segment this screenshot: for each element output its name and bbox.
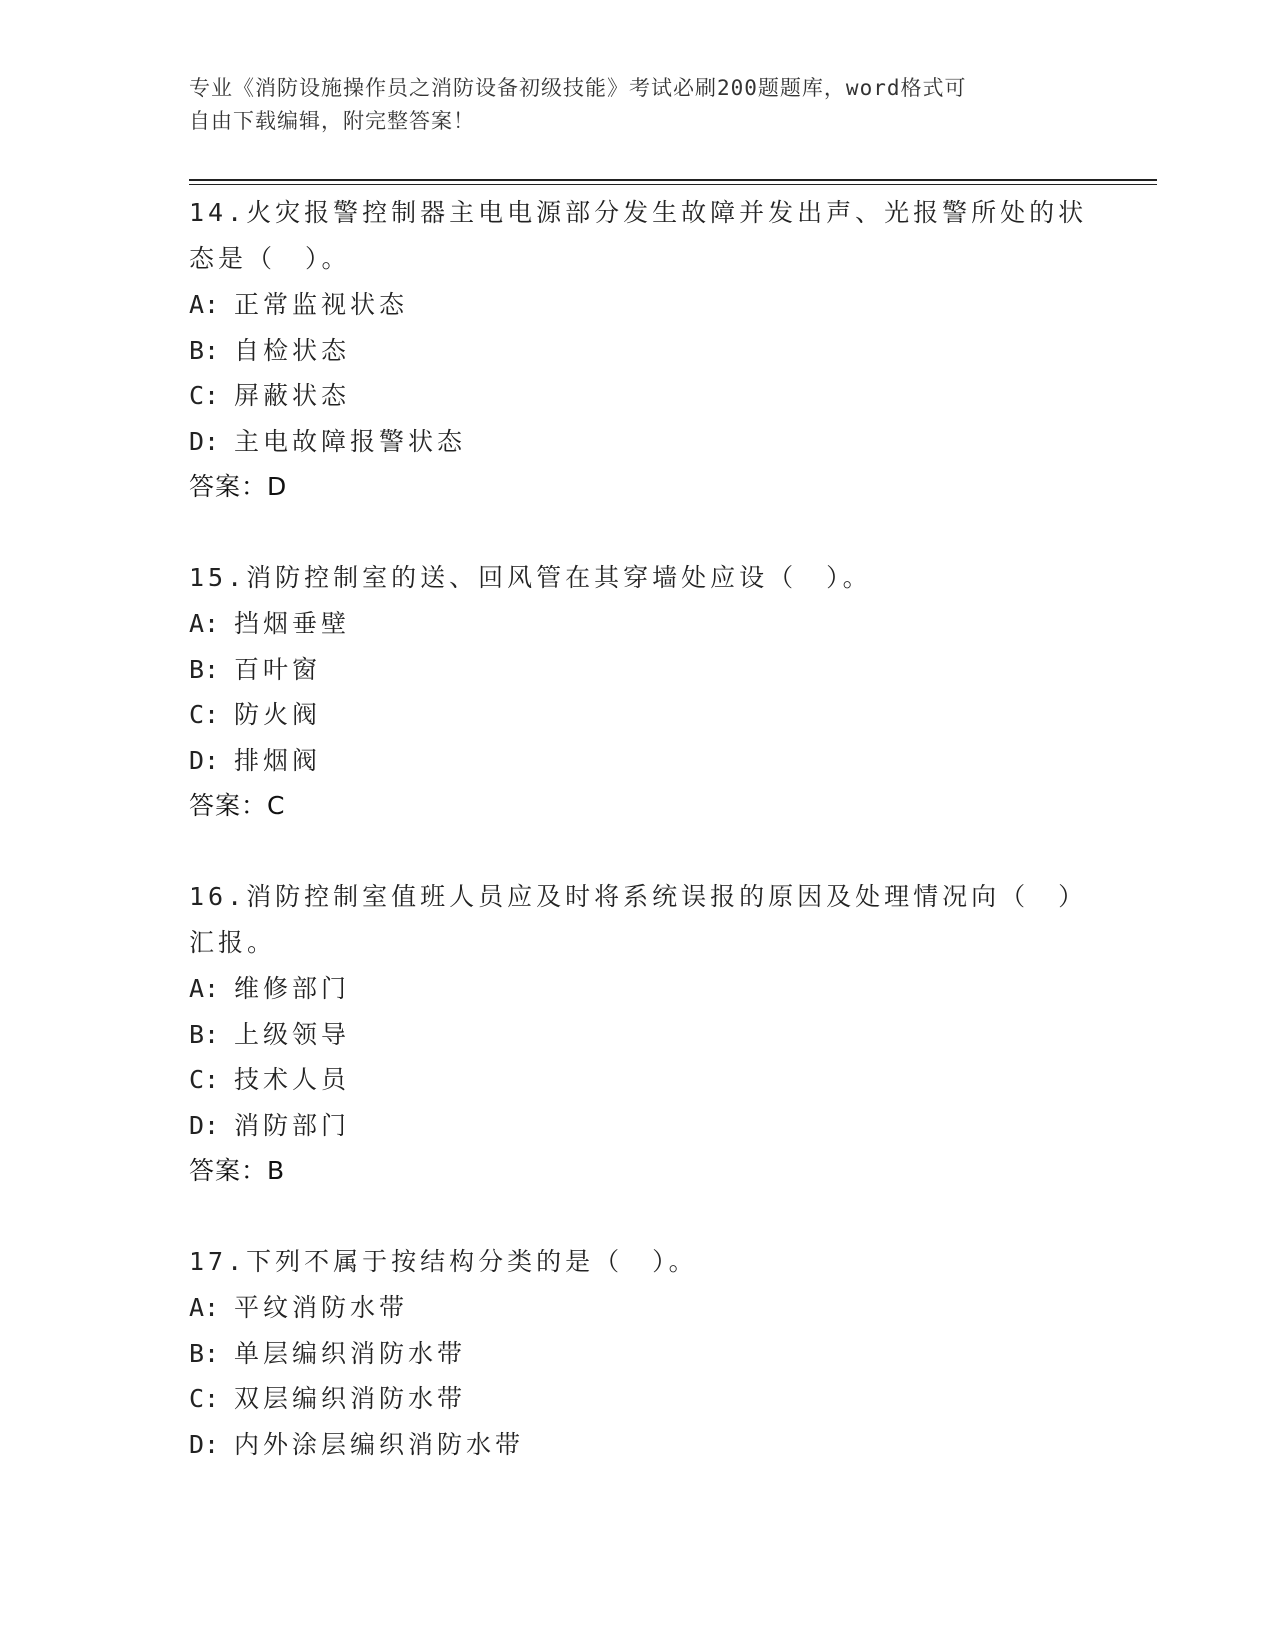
question-17	[189, 1239, 1089, 1467]
option-text: 维修部门	[234, 974, 351, 1003]
option-key: D:	[189, 745, 220, 775]
option-text: 排烟阀	[234, 745, 322, 775]
option-key: B:	[189, 335, 220, 365]
option-b	[189, 1012, 1089, 1058]
header-divider-thin	[189, 184, 1157, 185]
answer: 答案：D	[189, 472, 288, 501]
option-text: 主电故障报警状态	[234, 426, 467, 456]
option-key: B:	[189, 1019, 220, 1049]
option-c	[189, 373, 1089, 419]
question-text-cont: 汇报。	[189, 928, 277, 957]
option-c	[189, 1376, 1089, 1422]
question-text-cont: 态是（ ）。	[189, 244, 351, 273]
option-key: C:	[189, 1065, 220, 1094]
option-key: C:	[189, 700, 220, 729]
option-text: 防火阀	[234, 700, 322, 729]
option-a	[189, 1285, 1089, 1331]
question-text: 16.消防控制室值班人员应及时将系统误报的原因及处理情况向（ ）	[189, 882, 1088, 911]
option-key: B:	[189, 1338, 220, 1368]
header-line-2: 自由下载编辑，附完整答案！	[189, 109, 475, 133]
option-d	[189, 738, 1089, 784]
option-key: C:	[189, 381, 220, 410]
option-text: 挡烟垂壁	[234, 609, 351, 638]
option-text: 百叶窗	[234, 654, 322, 684]
document-header	[189, 72, 1069, 138]
question-text: 14.火灾报警控制器主电电源部分发生故障并发出声、光报警所处的状	[189, 198, 1088, 227]
answer: 答案：B	[189, 1156, 286, 1185]
option-d	[189, 1103, 1089, 1149]
option-a	[189, 601, 1089, 647]
option-d	[189, 419, 1089, 465]
option-text: 双层编织消防水带	[234, 1384, 467, 1413]
option-key: D:	[189, 426, 220, 456]
option-key: C:	[189, 1384, 220, 1413]
question-list	[189, 190, 1089, 1512]
option-key: A:	[189, 974, 220, 1003]
option-text: 消防部门	[234, 1110, 351, 1140]
question-15	[189, 555, 1089, 829]
option-key: A:	[189, 290, 220, 319]
question-text: 17.下列不属于按结构分类的是（ ）。	[189, 1247, 698, 1276]
header-divider-thick	[189, 179, 1157, 181]
option-text: 平纹消防水带	[234, 1293, 409, 1322]
option-b	[189, 1331, 1089, 1377]
option-text: 上级领导	[234, 1019, 351, 1049]
option-a	[189, 966, 1089, 1012]
option-a	[189, 282, 1089, 328]
option-c	[189, 1057, 1089, 1103]
question-16	[189, 874, 1089, 1194]
question-14	[189, 190, 1089, 510]
option-text: 技术人员	[234, 1065, 351, 1094]
option-text: 屏蔽状态	[234, 381, 351, 410]
option-text: 内外涂层编织消防水带	[234, 1429, 525, 1459]
option-text: 正常监视状态	[234, 290, 409, 319]
option-key: D:	[189, 1429, 220, 1459]
option-b	[189, 647, 1089, 693]
answer: 答案：C	[189, 791, 286, 820]
option-key: B:	[189, 654, 220, 684]
header-line-1: 专业《消防设施操作员之消防设备初级技能》考试必刷200题题库，word格式可	[189, 76, 967, 100]
option-key: A:	[189, 609, 220, 638]
option-d	[189, 1422, 1089, 1468]
option-key: D:	[189, 1110, 220, 1140]
question-text: 15.消防控制室的送、回风管在其穿墙处应设（ ）。	[189, 563, 872, 592]
option-c	[189, 692, 1089, 738]
option-text: 自检状态	[234, 335, 351, 365]
option-text: 单层编织消防水带	[234, 1338, 467, 1368]
option-key: A:	[189, 1293, 220, 1322]
option-b	[189, 328, 1089, 374]
